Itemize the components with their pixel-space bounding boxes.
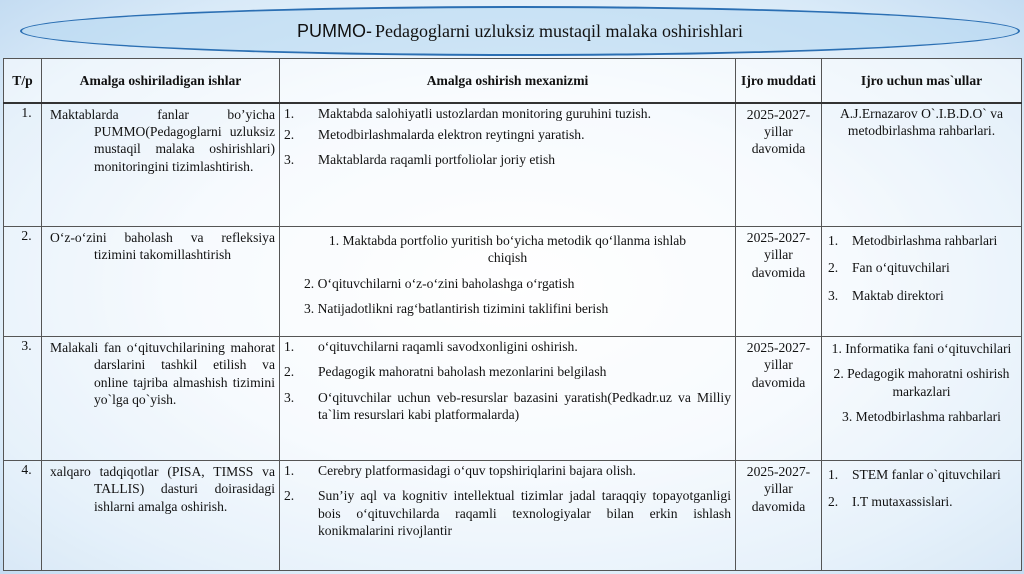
row-duration: 2025-2027-yillar davomida — [736, 461, 822, 571]
item-number: 3. — [828, 287, 839, 303]
item-number: 1. — [284, 339, 295, 354]
row-number: 1. — [4, 103, 42, 227]
mechanism-item — [284, 462, 731, 479]
header-work: Amalga oshiriladigan ishlar — [42, 59, 280, 103]
item-text: I.T mutaxassislari. — [852, 494, 953, 510]
responsible-item — [828, 232, 1015, 249]
mechanism-item: 1. Maktabda portfolio yuritish bo‘yicha metodik qo‘llanma ishlab chiqish — [328, 233, 687, 266]
responsible-item — [828, 365, 1015, 400]
item-number: 2. — [828, 494, 839, 510]
item-text: Metodbirlashmalarda elektron reytingni yaratish. — [318, 126, 585, 142]
mechanism-item: 3. Natijadotlikni rag‘batlantirish tizimini taklifini berish — [304, 301, 609, 317]
item-number: 1. — [284, 463, 295, 478]
row-mechanism — [280, 227, 736, 337]
row-work-text: Malakali fan o‘qituvchilarining mahorat darslarini tashkil etilish va online tajriba almashish tizimini yo`lga qo`yish. — [50, 340, 275, 408]
row-work — [42, 227, 280, 337]
mechanism-item — [284, 338, 731, 355]
item-number: 2. — [284, 126, 295, 142]
header-num: T/p — [4, 59, 42, 103]
row-responsible — [822, 103, 1022, 227]
item-text: Fan o‘qituvchilari — [852, 260, 950, 276]
item-number: 1. — [828, 467, 839, 482]
table-row — [4, 461, 1022, 571]
item-text: Maktabda salohiyatli ustozlardan monitoring guruhini tuzish. — [318, 105, 651, 121]
item-text: Metodbirlashma rahbarlari — [852, 233, 998, 248]
table-row — [4, 103, 1022, 227]
responsible-item — [828, 466, 1015, 483]
mechanism-item: 2. O‘qituvchilarni o‘z-o‘zini baholashga o‘rgatish — [304, 275, 575, 291]
item-number: 2. — [828, 260, 839, 276]
responsible-item — [828, 340, 1015, 357]
item-text: Cerebry platformasidagi o‘quv topshiriqlarini bajara olish. — [318, 463, 636, 478]
row-duration: 2025-2027-yillar davomida — [736, 103, 822, 227]
header-resp: Ijro uchun mas`ullar — [822, 59, 1022, 103]
item-number: 1. — [831, 341, 842, 356]
item-number: 2. — [833, 366, 844, 382]
responsible-item — [828, 287, 1015, 304]
title-text: Pedagoglarni uzluksiz mustaqil malaka oshirishlari — [375, 20, 743, 41]
row-mechanism — [280, 103, 736, 227]
item-text: STEM fanlar o`qituvchilari — [852, 467, 1001, 482]
row-work — [42, 337, 280, 461]
responsible-item — [828, 408, 1015, 425]
row-number: 3. — [4, 337, 42, 461]
item-text: Pedagogik mahoratni oshirish markazlari — [847, 366, 1010, 399]
mechanism-item — [284, 151, 731, 168]
plan-table — [3, 58, 1022, 571]
item-text: O‘qituvchilar uchun veb-resurslar bazasini yaratish(Pedkadr.uz va Milliy ta`lim resurslari kabi platformalarda) — [318, 389, 731, 423]
responsible-item — [828, 493, 1015, 510]
row-work — [42, 103, 280, 227]
table-row — [4, 227, 1022, 337]
item-text: Pedagogik mahoratni baholash mezonlarini belgilash — [318, 364, 607, 380]
slide-title — [20, 6, 1020, 56]
item-text: Metodbirlashma rahbarlari — [855, 409, 1001, 425]
row-number: 2. — [4, 227, 42, 337]
mechanism-item — [284, 105, 731, 122]
row-number: 4. — [4, 461, 42, 571]
item-text: Sun’iy aql va kognitiv intellektual tizimlar jadal taraqqiy topayotganligi bois o‘qituvchilarda raqamli texnologiyalar bilan erkin ishlash konikmalarini rivojlantir — [318, 488, 731, 539]
row-responsible — [822, 227, 1022, 337]
mechanism-item — [284, 389, 731, 424]
item-text: Informatika fani o‘qituvchilari — [845, 341, 1012, 356]
responsible-item — [828, 259, 1015, 276]
item-number: 3. — [842, 409, 853, 425]
header-mech: Amalga oshirish mexanizmi — [280, 59, 736, 103]
item-number: 2. — [284, 364, 295, 380]
item-number: 2. — [284, 488, 295, 504]
item-text: Maktablarda raqamli portfoliolar joriy etish — [318, 152, 556, 168]
item-number: 3. — [284, 389, 295, 405]
mechanism-item — [284, 363, 731, 380]
row-work-text: Maktablarda fanlar bo’yicha PUMMO(Pedagoglarni uzluksiz mustaqil malaka oshirishlari) monitoringini tizimlashtirish. — [50, 106, 275, 174]
item-text: Maktab direktori — [852, 287, 944, 303]
row-work-text: O‘z-o‘zini baholash va refleksiya tizimini takomillashtirish — [50, 230, 275, 263]
row-responsible — [822, 461, 1022, 571]
row-mechanism — [280, 461, 736, 571]
item-number: 1. — [284, 105, 295, 121]
table-row — [4, 337, 1022, 461]
row-responsible — [822, 337, 1022, 461]
row-work-text: xalqaro tadqiqotlar (PISA, TIMSS va TALLIS) dasturi doirasidagi ishlarni amalga oshirish. — [50, 464, 275, 514]
row-duration: 2025-2027-yillar davomida — [736, 227, 822, 337]
row-duration: 2025-2027-yillar davomida — [736, 337, 822, 461]
mechanism-item — [284, 126, 731, 143]
row-work — [42, 461, 280, 571]
item-number: 1. — [828, 233, 839, 248]
title-prefix: PUMMO- — [297, 20, 373, 41]
row-mechanism — [280, 337, 736, 461]
table-header-row — [4, 59, 1022, 103]
responsible-text: A.J.Ernazarov O`.I.B.D.O` va metodbirlashma rahbarlari. — [839, 105, 1004, 138]
mechanism-item — [284, 487, 731, 539]
header-dur: Ijro muddati — [736, 59, 822, 103]
item-number: 3. — [284, 152, 295, 168]
item-text: o‘qituvchilarni raqamli savodxonligini oshirish. — [318, 339, 578, 354]
